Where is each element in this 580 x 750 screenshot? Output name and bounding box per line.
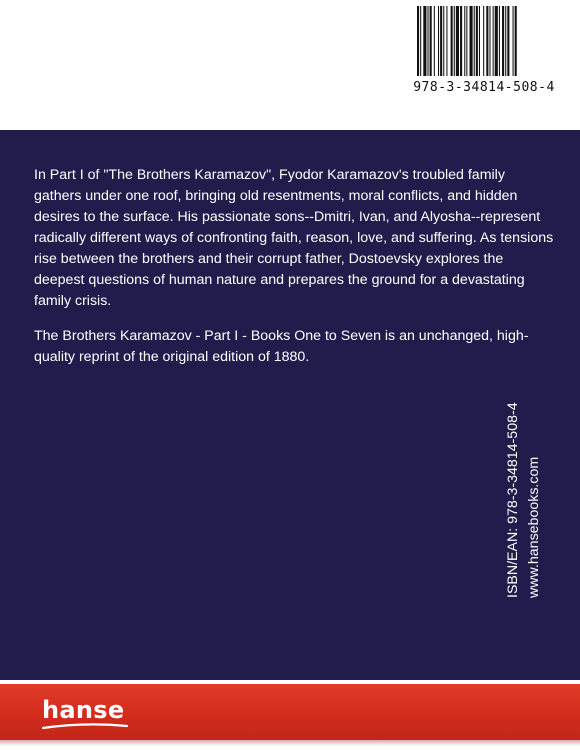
hanse-logo — [42, 697, 128, 731]
barcode-graphic — [416, 6, 564, 76]
isbn-text: ISBN/EAN: 978-3-34814-508-4 — [505, 402, 521, 598]
barcode — [416, 6, 564, 76]
description-paragraph: The Brothers Karamazov - Part I - Books One to Seven is an unchanged, high-quality reprint of the original edition of 1880. — [34, 328, 529, 365]
description-panel — [0, 130, 580, 680]
logo-text: hanse — [42, 696, 125, 724]
description-paragraph: In Part I of "The Brothers Karamazov", Fyodor Karamazov's troubled family gathers under one roof, bringing old resentments, moral conflicts, and hidden desires to the surface. His passionate sons--Dmitri, Ivan, and Alyosha--represent radically different ways of confronting faith, reason, love, and suffering. As tensions rise between the brothers and their corrupt father, Dostoevsky explores the deepest questions of human nature and prepares the ground for a devastating family crisis. — [34, 167, 554, 309]
footer-bar — [0, 684, 580, 740]
website-text: www.hansebooks.com — [526, 456, 542, 598]
publisher-info — [503, 388, 545, 598]
barcode-area — [0, 0, 580, 130]
footer — [0, 680, 580, 750]
book-description — [34, 165, 554, 382]
barcode-number: 978-3-34814-508-4 — [413, 80, 555, 95]
